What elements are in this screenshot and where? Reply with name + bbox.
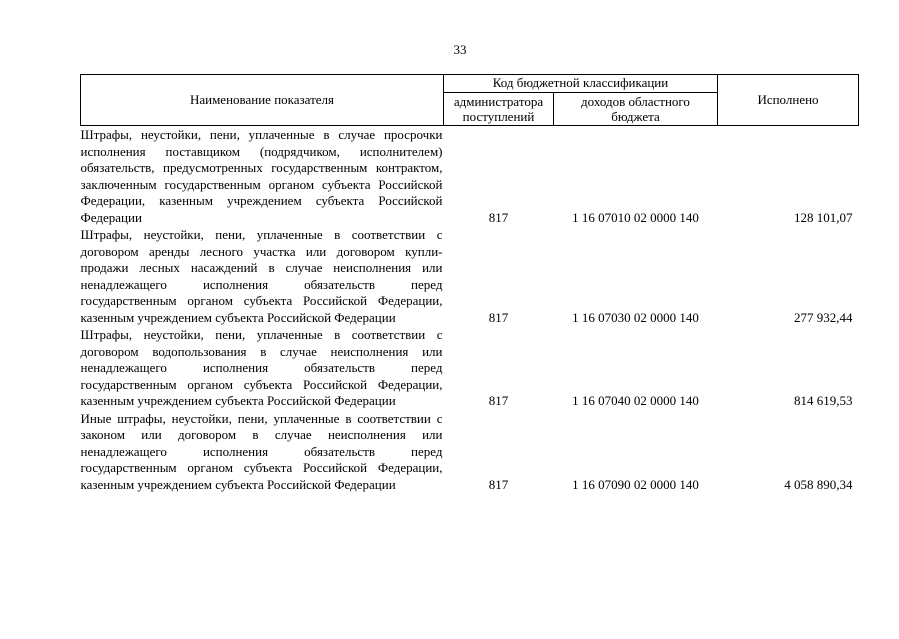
indicator-name: Штрафы, неустойки, пени, уплаченные в случае просрочки исполнения поставщиком (подрядчиком, исполнителем) обязательств, предусмотренных государственным контрактом, заключенным государственным органом субъекта Российской Федерации, казенным учреждением субъекта Российской Федерации bbox=[80, 127, 443, 225]
executed-amount: 128 101,07 bbox=[794, 209, 853, 225]
admin-code: 817 bbox=[488, 209, 509, 225]
header-executed: Исполнено bbox=[718, 75, 859, 126]
indicator-name: Штрафы, неустойки, пени, уплаченные в соответствии с договором аренды лесного участка или договором купли-продажи лесных насаждений в случае неисполнения или ненадлежащего исполнения обязательств перед государственным органом субъекта Российской Федерации, казенным учреждением субъекта Российской Федерации bbox=[80, 227, 443, 325]
revenue-code: 1 16 07030 02 0000 140 bbox=[572, 309, 699, 325]
executed-amount: 814 619,53 bbox=[794, 393, 853, 408]
budget-table bbox=[80, 74, 859, 493]
indicator-name: Иные штрафы, неустойки, пени, уплаченные в соответствии с законом или договором в случае неисполнения или ненадлежащего исполнения обязательств перед государственным органом субъекта Российской Федерации, казенным учреждением субъекта Российской Федерации bbox=[80, 410, 443, 492]
page-number: 33 bbox=[453, 42, 467, 57]
table-row bbox=[81, 326, 859, 410]
executed-amount: 4 058 890,34 bbox=[784, 476, 853, 492]
revenue-code: 1 16 07040 02 0000 140 bbox=[572, 393, 699, 408]
executed-amount: 277 932,44 bbox=[794, 309, 853, 325]
revenue-code: 1 16 07090 02 0000 140 bbox=[572, 476, 699, 492]
indicator-name: Штрафы, неустойки, пени, уплаченные в соответствии с договором водопользования в случае неисполнения или ненадлежащего исполнения обязательств перед государственным органом субъекта Российской Федерации, казенным учреждением субъекта Российской Федерации bbox=[80, 327, 443, 408]
header-revenue-administrator: администратора поступлений bbox=[444, 93, 554, 126]
header-regional-budget-revenue: доходов областного бюджета bbox=[554, 93, 718, 126]
header-budget-classification-code: Код бюджетной классификации bbox=[444, 75, 718, 93]
admin-code: 817 bbox=[488, 309, 509, 325]
revenue-code: 1 16 07010 02 0000 140 bbox=[572, 209, 699, 225]
table-row bbox=[81, 410, 859, 494]
admin-code: 817 bbox=[488, 476, 509, 492]
admin-code: 817 bbox=[488, 393, 509, 408]
table-row bbox=[81, 226, 859, 326]
header-indicator-name: Наименование показателя bbox=[81, 75, 444, 126]
table-body bbox=[81, 126, 859, 494]
table-row bbox=[81, 126, 859, 227]
table-header bbox=[81, 75, 859, 126]
